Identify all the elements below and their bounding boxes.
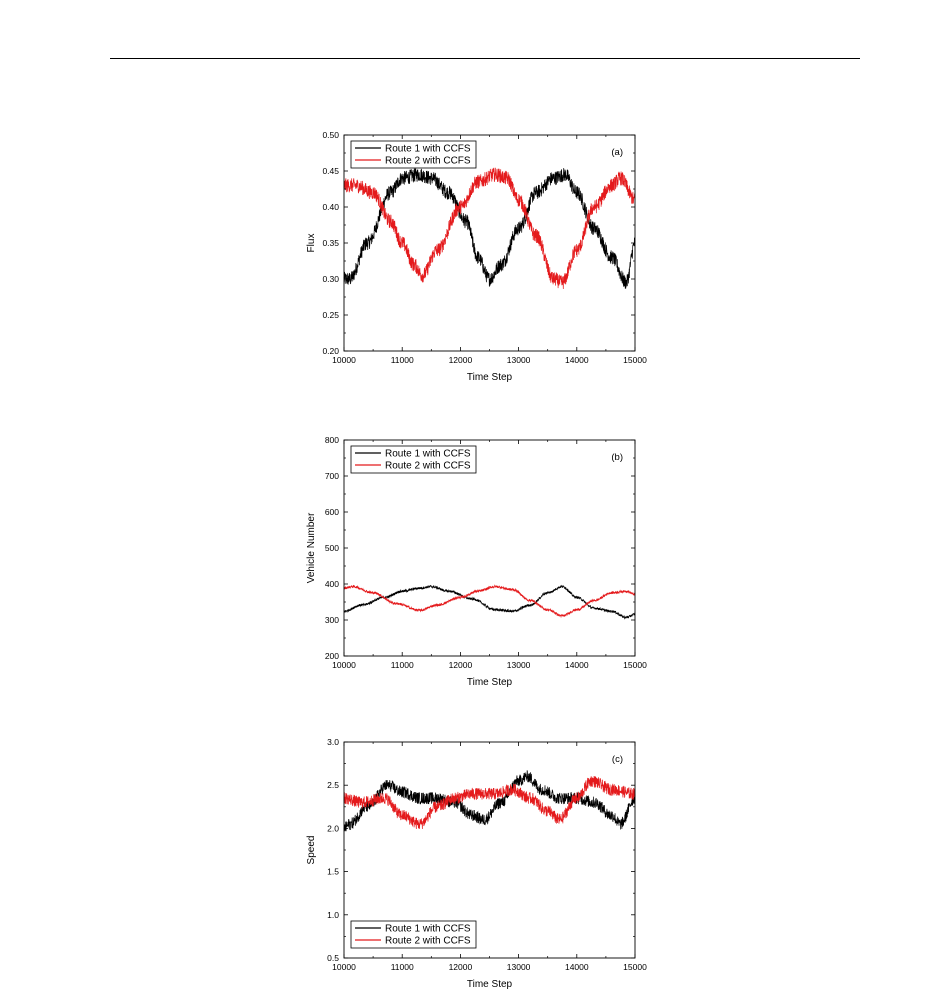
chart-c-y-tick-label: 0.5 [327,953,339,963]
chart-b-y-tick-label: 700 [324,471,339,481]
chart-c-x-tick-label: 10000 [332,962,356,972]
chart-c-speed [0,727,928,1007]
chart-a-series-1-line [344,168,635,289]
chart-a-flux [0,120,928,400]
chart-b-x-tick-label: 15000 [623,660,647,670]
chart-b-x-tick-label: 10000 [332,660,356,670]
chart-c-legend-label-1: Route 1 with CCFS [385,923,471,935]
chart-b-y-tick-label: 800 [324,435,339,445]
chart-b-series-2-line [344,585,635,616]
chart-c-x-tick-label: 12000 [448,962,473,972]
chart-b-y-tick-label: 500 [324,543,339,553]
chart-a-y-tick-label: 0.30 [322,274,339,284]
chart-b-y-tick-label: 200 [324,651,339,661]
chart-a-x-tick-label: 10000 [332,355,356,365]
chart-b-x-tick-label: 12000 [448,660,473,670]
chart-c-x-tick-label: 15000 [623,962,647,972]
chart-a-x-tick-label: 14000 [564,355,589,365]
chart-c-x-tick-label: 14000 [564,962,589,972]
chart-a-x-tick-label: 12000 [448,355,473,365]
chart-c-x-tick-label: 13000 [506,962,531,972]
chart-c-y-axis-label: Speed [306,835,317,865]
chart-a-x-axis-label: Time Step [466,372,513,383]
chart-c-y-tick-label: 1.5 [327,866,339,877]
chart-b-vehicle-number [0,425,928,705]
chart-b-x-tick-label: 13000 [506,660,531,670]
chart-c-x-tick-label: 11000 [390,962,414,972]
chart-b-y-axis-label: Vehicle Number [306,512,317,584]
chart-c-x-axis-label: Time Step [466,979,513,990]
chart-a-legend-label-1: Route 1 with CCFS [385,143,471,155]
chart-b-y-tick-label: 300 [324,615,339,625]
chart-b-y-tick-label: 400 [324,579,339,589]
chart-b-legend-label-2: Route 2 with CCFS [385,460,471,472]
chart-c-legend-label-2: Route 2 with CCFS [385,935,471,947]
chart-b-x-tick-label: 11000 [390,660,414,670]
chart-c-y-tick-label: 1.0 [327,909,339,920]
chart-c-y-tick-label: 3.0 [327,737,339,747]
chart-a-y-tick-label: 0.25 [322,310,339,320]
chart-a-legend-label-2: Route 2 with CCFS [385,155,471,167]
chart-c-y-tick-label: 2.5 [327,780,339,791]
header-rule [110,58,860,59]
chart-a-x-tick-label: 15000 [623,355,647,365]
chart-b-x-axis-label: Time Step [466,677,513,688]
chart-a-y-tick-label: 0.35 [322,238,339,248]
chart-a-panel-label: (a) [611,147,623,158]
chart-a-x-tick-label: 13000 [506,355,531,365]
chart-a-y-axis-label: Flux [306,233,317,253]
chart-b-legend-label-1: Route 1 with CCFS [385,448,471,460]
chart-a-y-tick-label: 0.45 [322,166,339,176]
chart-b-x-tick-label: 14000 [564,660,589,670]
chart-c-y-tick-label: 2.0 [327,823,339,834]
chart-c-panel-label: (c) [611,754,623,765]
chart-a-y-tick-label: 0.50 [322,130,339,140]
chart-a-y-tick-label: 0.40 [322,202,339,212]
chart-a-x-tick-label: 11000 [390,355,414,365]
chart-a-y-tick-label: 0.20 [322,346,339,356]
chart-b-y-tick-label: 600 [324,507,339,517]
chart-b-panel-label: (b) [611,452,623,463]
